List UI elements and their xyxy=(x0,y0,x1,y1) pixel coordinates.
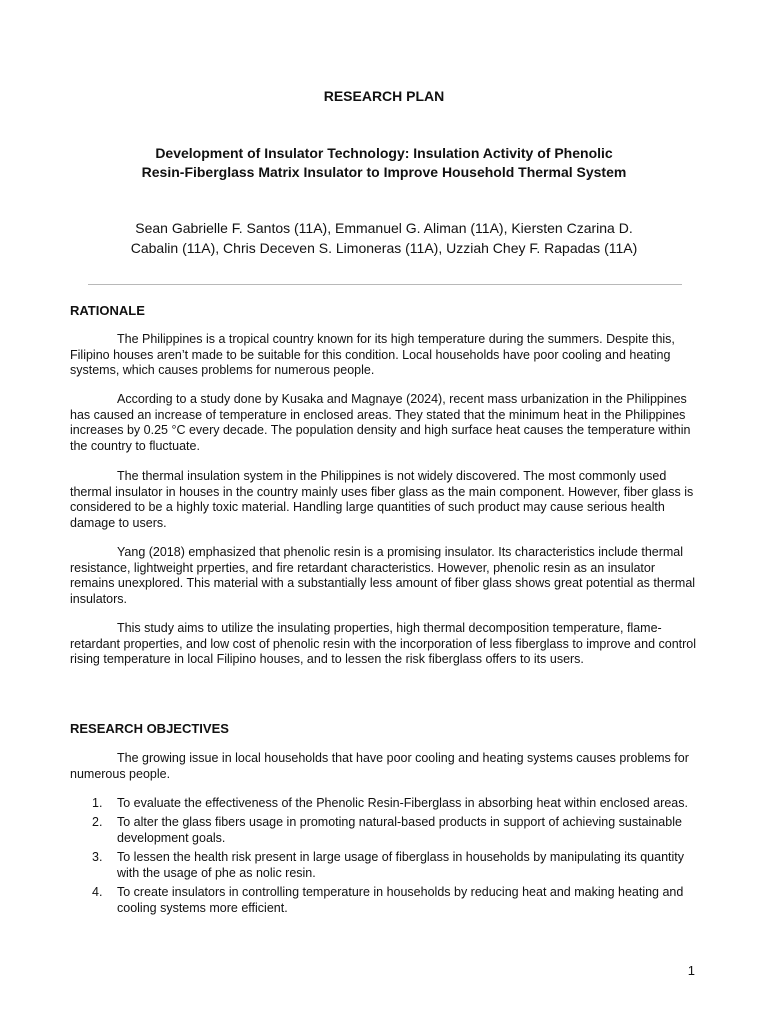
rationale-paragraph xyxy=(70,621,698,668)
list-item-number: 4. xyxy=(92,885,103,899)
paper-title-line-2: Resin-Fiberglass Matrix Insulator to Improve Household Thermal System xyxy=(141,163,627,180)
objectives-intro xyxy=(70,751,698,782)
list-item-number: 2. xyxy=(92,815,103,829)
list-item-text: To create insulators in controlling temperature in households by reducing heat and making heating and cooling systems more efficient. xyxy=(117,885,684,915)
rationale-heading: RATIONALE xyxy=(70,303,145,318)
author-list xyxy=(70,219,698,258)
rationale-paragraph-text: Yang (2018) emphasized that phenolic resin is a promising insulator. Its characteristics include thermal resistance, lightweight prperties, and fire retardant characteristics. However, phenolic resin as an insulator remains unexplored. This material with a substantially less amount of fiber glass shows great potential as thermal insulators. xyxy=(70,545,696,606)
objectives-heading: RESEARCH OBJECTIVES xyxy=(70,721,229,736)
paper-title xyxy=(70,144,698,181)
list-item xyxy=(70,849,698,881)
objectives-list xyxy=(70,795,698,919)
list-item-number: 3. xyxy=(92,850,103,864)
document-title: RESEARCH PLAN xyxy=(323,88,445,104)
list-item-number: 1. xyxy=(92,796,103,810)
author-list-line-2: Cabalin (11A), Chris Deceven S. Limoneras (11A), Uzziah Chey F. Rapadas (11A) xyxy=(130,239,638,256)
list-item-text: To evaluate the effectiveness of the Phenolic Resin-Fiberglass in absorbing heat within enclosed areas. xyxy=(117,796,688,810)
page-number: 1 xyxy=(687,963,695,978)
list-item-text: To lessen the health risk present in large usage of fiberglass in households by manipulating its quantity with the usage of phe as nolic resin. xyxy=(117,850,685,880)
rationale-paragraph-text: According to a study done by Kusaka and Magnaye (2024), recent mass urbanization in the Philippines has caused an increase of temperature in enclosed areas. They stated that the minimum heat in the Philippines increases by 0.25 °C every decade. The population density and high surface heat causes the temperature within the country to fluctuate. xyxy=(70,392,691,453)
list-item xyxy=(70,795,698,811)
objectives-intro-text: The growing issue in local households that have poor cooling and heating systems causes problems for numerous people. xyxy=(70,751,689,781)
rationale-paragraph-text: The Philippines is a tropical country known for its high temperature during the summers. Despite this, Filipino houses aren’t made to be suitable for this condition. Local households have poor cooling and heating systems, which causes problems for numerous people. xyxy=(70,332,675,378)
rationale-paragraph xyxy=(70,332,698,379)
list-item-text: To alter the glass fibers usage in promoting natural-based products in support of achieving sustainable development goals. xyxy=(117,815,682,845)
rationale-paragraph xyxy=(70,469,698,531)
rationale-paragraph-text: This study aims to utilize the insulating properties, high thermal decomposition temperature, flame-retardant properties, and low cost of phenolic resin with the incorporation of less fiberglass to improve and control rising temperature in local Filipino houses, and to lessen the risk fiberglass offers to its users. xyxy=(70,621,697,667)
list-item xyxy=(70,814,698,846)
paper-title-line-1: Development of Insulator Technology: Insulation Activity of Phenolic xyxy=(155,145,613,161)
rationale-paragraph-text: The thermal insulation system in the Philippines is not widely discovered. The most commonly used thermal insulator in houses in the country mainly uses fiber glass as the main component. However, fiber glass is considered to be a highly toxic material. Handling large quantities of such product may cause serious health damage to users. xyxy=(70,469,694,530)
author-list-line-1: Sean Gabrielle F. Santos (11A), Emmanuel G. Aliman (11A), Kiersten Czarina D. xyxy=(135,220,633,236)
list-item xyxy=(70,884,698,916)
rationale-paragraph xyxy=(70,392,698,454)
header-divider xyxy=(88,284,682,285)
rationale-paragraph xyxy=(70,545,698,607)
